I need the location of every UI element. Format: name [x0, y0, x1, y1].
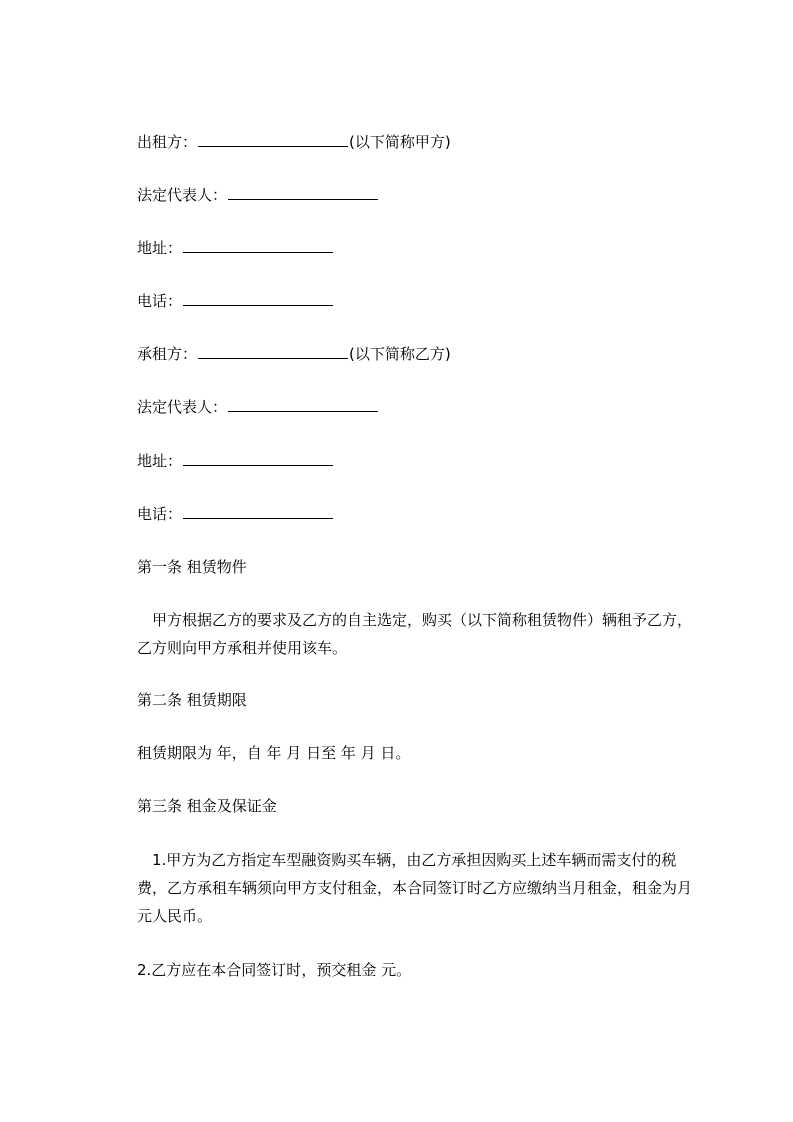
article3-heading: 第三条 租金及保证金 — [137, 797, 277, 815]
lessor-line — [137, 132, 451, 152]
article1-body: 甲方根据乙方的要求及乙方的自主选定，购买（以下简称租赁物件）辆租予乙方，乙方则向甲方承租并使用该车。 — [137, 611, 693, 657]
lessor-phone-line — [137, 291, 334, 311]
lessee-address-line — [137, 451, 334, 471]
lessee-rep-label: 法定代表人： — [137, 398, 228, 416]
lessee-phone-blank — [183, 505, 333, 519]
lessor-suffix: (以下简称甲方) — [349, 133, 451, 151]
lessor-rep-line — [137, 185, 379, 205]
article2-body: 租赁期限为 年，自 年 月 日至 年 月 日。 — [137, 744, 411, 762]
lessor-label: 出租方： — [137, 133, 198, 151]
lessee-line — [137, 344, 451, 364]
lessee-address-label: 地址： — [137, 452, 183, 470]
article2-heading: 第二条 租赁期限 — [137, 691, 247, 709]
lessee-suffix: (以下简称乙方) — [349, 345, 451, 363]
lessor-address-blank — [183, 239, 333, 253]
lessee-phone-line — [137, 504, 334, 524]
lessee-rep-line — [137, 397, 379, 417]
lessee-blank — [198, 345, 348, 359]
lessor-phone-blank — [183, 292, 333, 306]
article1-heading: 第一条 租赁物件 — [137, 558, 247, 576]
lessee-rep-blank — [228, 398, 378, 412]
lessor-blank — [198, 133, 348, 147]
lessee-label: 承租方： — [137, 345, 198, 363]
article3-item1: 1.甲方为乙方指定车型融资购买车辆，由乙方承担因购买上述车辆而需支付的税费，乙方承租车辆须向甲方支付租金，本合同签订时乙方应缴纳当月租金，租金为月 元人民币。 — [137, 851, 693, 925]
lessor-phone-label: 电话： — [137, 292, 183, 310]
lessee-address-blank — [183, 452, 333, 466]
lessee-phone-label: 电话： — [137, 505, 183, 523]
lessor-rep-blank — [228, 186, 378, 200]
lessor-rep-label: 法定代表人： — [137, 186, 228, 204]
article3-item2: 2.乙方应在本合同签订时，预交租金 元。 — [137, 961, 412, 979]
lessor-address-line — [137, 238, 334, 258]
lessor-address-label: 地址： — [137, 239, 183, 257]
